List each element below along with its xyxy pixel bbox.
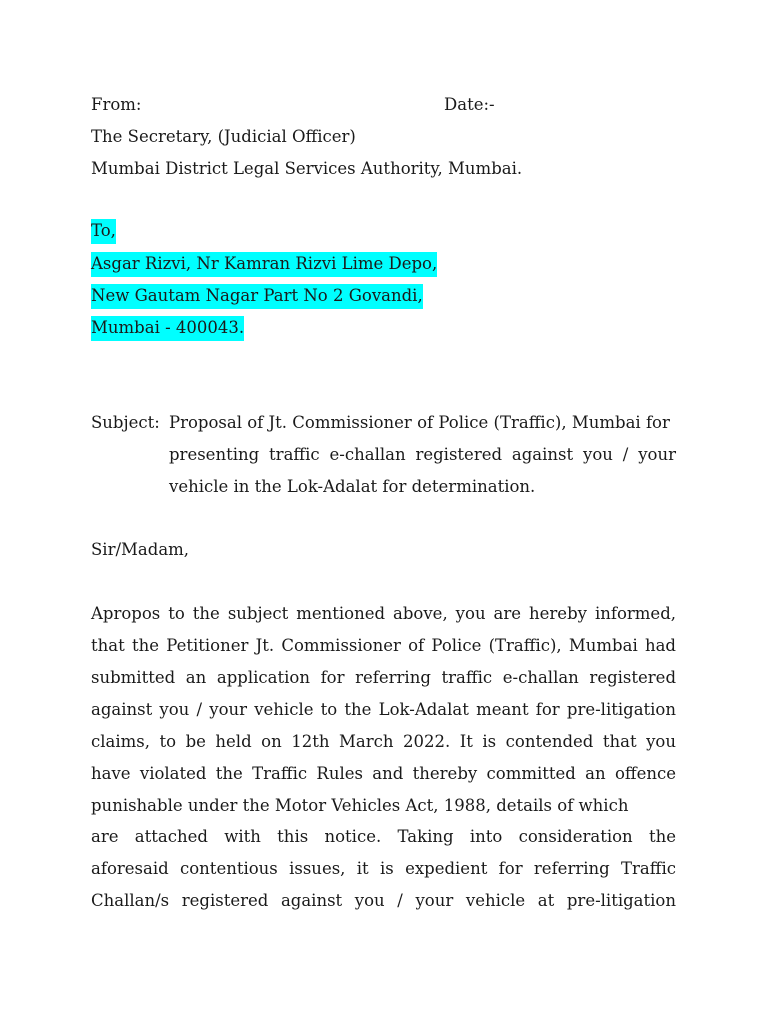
body-line: have violated the Traffic Rules and thereby committed an offence <box>91 764 676 783</box>
sender-organization: Mumbai District Legal Services Authority, Mumbai. <box>91 159 523 178</box>
recipient-address-line <box>91 318 244 338</box>
to-label: To, <box>91 219 116 244</box>
subject-label: Subject: <box>91 413 160 432</box>
recipient-address-line <box>91 286 423 306</box>
body-line: aforesaid contentious issues, it is expedient for referring Traffic <box>91 859 676 878</box>
salutation: Sir/Madam, <box>91 540 190 559</box>
body-line: that the Petitioner Jt. Commissioner of Police (Traffic), Mumbai had <box>91 636 676 655</box>
recipient-city-pin: Mumbai - 400043. <box>91 316 244 341</box>
body-line: punishable under the Motor Vehicles Act, 1988, details of which <box>91 796 629 815</box>
recipient-block <box>91 221 116 241</box>
body-line: Apropos to the subject mentioned above, you are hereby informed, <box>91 604 676 623</box>
body-line: submitted an application for referring traffic e-challan registered <box>91 668 676 687</box>
body-line: are attached with this notice. Taking into consideration the <box>91 827 676 846</box>
sender-title: The Secretary, (Judicial Officer) <box>91 127 356 146</box>
recipient-address-line <box>91 254 437 274</box>
body-line: Challan/s registered against you / your vehicle at pre-litigation <box>91 891 676 910</box>
subject-line: Proposal of Jt. Commissioner of Police (Traffic), Mumbai for <box>169 413 670 432</box>
recipient-name: Asgar Rizvi, Nr Kamran Rizvi Lime Depo, <box>91 252 437 277</box>
from-label: From: <box>91 95 142 114</box>
date-label: Date:- <box>444 95 495 114</box>
subject-line: vehicle in the Lok-Adalat for determination. <box>169 477 536 496</box>
body-line: claims, to be held on 12th March 2022. It is contended that you <box>91 732 676 751</box>
recipient-locality: New Gautam Nagar Part No 2 Govandi, <box>91 284 423 309</box>
body-line: against you / your vehicle to the Lok-Adalat meant for pre-litigation <box>91 700 676 719</box>
subject-line: presenting traffic e-challan registered against you / your <box>169 445 676 464</box>
